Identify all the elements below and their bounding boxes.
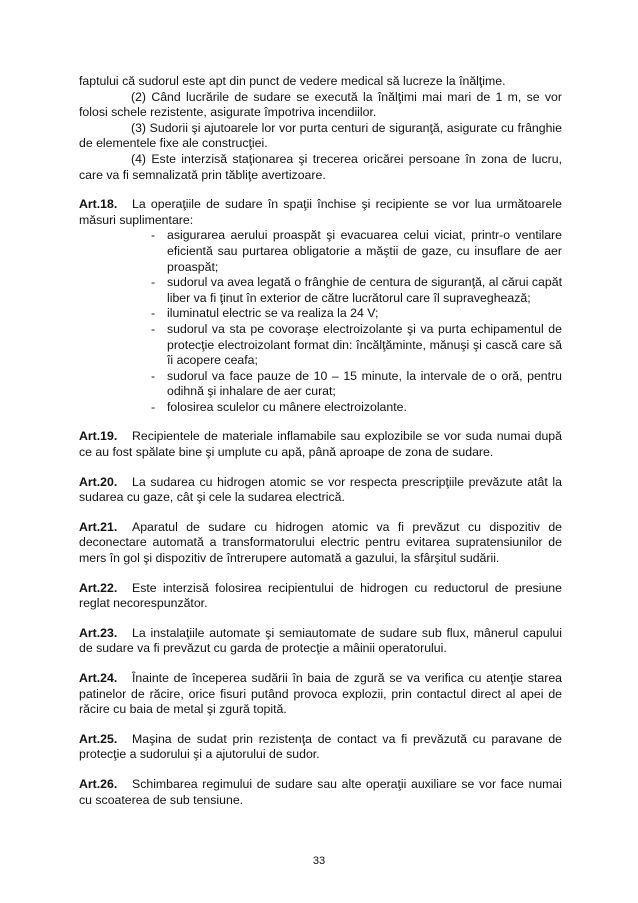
- article-number: Art.18.: [79, 197, 118, 212]
- article-number: Art.19.: [79, 429, 118, 444]
- article-body: La instalaţiile automate şi semiautomate de sudare sub flux, mânerul capului de sudare va fi prevăzut cu garda de protecţie a mâinii operatorului.: [79, 625, 562, 656]
- article-18: [79, 197, 562, 415]
- article-body: Schimbarea regimului de sudare sau alte operaţii auxiliare se vor face numai cu scoaterea de sub tensiune.: [79, 776, 562, 807]
- list-item: [151, 275, 562, 306]
- article-21: [79, 520, 562, 567]
- list-item: [151, 306, 562, 322]
- paragraph-2: (2) Când lucrările de sudare se execută la înălţimi mai mari de 1 m, se vor folosi schele rezistente, asigurate împotriva incendiilor.: [79, 89, 562, 120]
- article-body: La sudarea cu hidrogen atomic se vor respecta prescripţiile prevăzute atât la sudarea cu gaze, cât şi cele la sudarea electrică.: [79, 474, 562, 505]
- article-body: Recipientele de materiale inflamabile sau explozibile se vor suda numai după ce au fost spălate bine şi umplute cu apă, până aproape de zona de sudare.: [79, 429, 562, 460]
- article-number: Art.21.: [79, 519, 118, 534]
- article-25: [79, 732, 562, 763]
- article-number: Art.24.: [79, 671, 118, 685]
- article-number: Art.23.: [79, 625, 118, 640]
- article-19: [79, 429, 562, 460]
- article-number: Art.22.: [79, 580, 118, 595]
- list-item: [151, 322, 562, 369]
- list-item-text: asigurarea aerului proaspăt şi evacuarea celui viciat, printr-o ventilare eficientă sau purtarea obligatorie a măştii de gaze, cu insuflare de aer proaspăt;: [167, 228, 562, 274]
- list-item-text: sudorul va sta pe covoraşe electroizolante şi va purta echipamentul de protecţie electroizolant format din: încălţăminte, mănuşi şi cască care să îi acopere ceafa;: [167, 321, 562, 368]
- document-page: [79, 74, 562, 808]
- paragraph-3: (3) Sudorii şi ajutoarele lor vor purta centuri de siguranţă, asigurate cu frânghie de elementele fixe ale construcţiei.: [79, 120, 562, 151]
- list-item-text: folosirea sculelor cu mânere electroizolante.: [167, 399, 407, 414]
- list-item-text: sudorul va face pauze de 10 – 15 minute, la intervale de o oră, pentru odihnă şi inhalare de aer curat;: [167, 368, 562, 399]
- article-number: Art.25.: [79, 731, 118, 746]
- article-22: [79, 581, 562, 612]
- list-item-text: iluminatul electric se va realiza la 24 V;: [167, 306, 379, 321]
- measures-list: [79, 228, 562, 415]
- article-body: Este interzisă folosirea recipientului de hidrogen cu reductorul de presiune reglat necorespunzător.: [79, 580, 562, 611]
- bullet-dash: -: [151, 399, 156, 414]
- article-body: La operaţiile de sudare în spaţii închise şi recipiente se vor lua următoarele măsuri suplimentare:: [79, 197, 562, 227]
- article-number: Art.26.: [79, 776, 118, 791]
- bullet-dash: -: [151, 306, 156, 321]
- article-20: [79, 475, 562, 506]
- paragraph-4: (4) Este interzisă staţionarea şi trecerea oricărei persoane în zona de lucru, care va fi semnalizată prin tăbliţe avertizoare.: [79, 151, 562, 182]
- intro-line: faptului că sudorul este apt din punct de vedere medical să lucreze la înălţime.: [79, 74, 506, 88]
- article-26: [79, 777, 562, 808]
- article-body: Înainte de începerea sudării în baia de zgură se va verifica cu atenţie starea patinelor de răcire, orice fisuri putând provoca explozii, prin contactul direct al apei de răcire cu baia de metal şi zgură topită.: [79, 671, 562, 717]
- article-23: [79, 626, 562, 657]
- bullet-dash: -: [151, 275, 156, 290]
- bullet-dash: -: [151, 228, 156, 243]
- list-item-text: sudorul va avea legată o frânghie de centura de siguranţă, al cărui capăt liber va fi ţinut în exterior de către lucrătorul care îl supraveghează;: [167, 275, 562, 305]
- article-24: [79, 671, 562, 718]
- bullet-dash: -: [151, 321, 156, 336]
- article-number: Art.20.: [79, 474, 118, 489]
- list-item: [151, 400, 562, 416]
- page-number: 33: [312, 855, 326, 867]
- article-body: Maşina de sudat prin rezistenţa de contact va fi prevăzută cu paravane de protecţie a sudorului şi a ajutorului de sudor.: [79, 731, 562, 762]
- article-18-text: [79, 197, 562, 228]
- bullet-dash: -: [151, 368, 156, 383]
- article-body: Aparatul de sudare cu hidrogen atomic va fi prevăzut cu dispozitiv de deconectare automată a transformatorului electric pentru evitarea supratensiunilor de mers în gol şi dispozitiv de întrerupere automată a gazului, la sfârşitul sudării.: [79, 519, 562, 566]
- list-item: [151, 228, 562, 275]
- list-item: [151, 369, 562, 400]
